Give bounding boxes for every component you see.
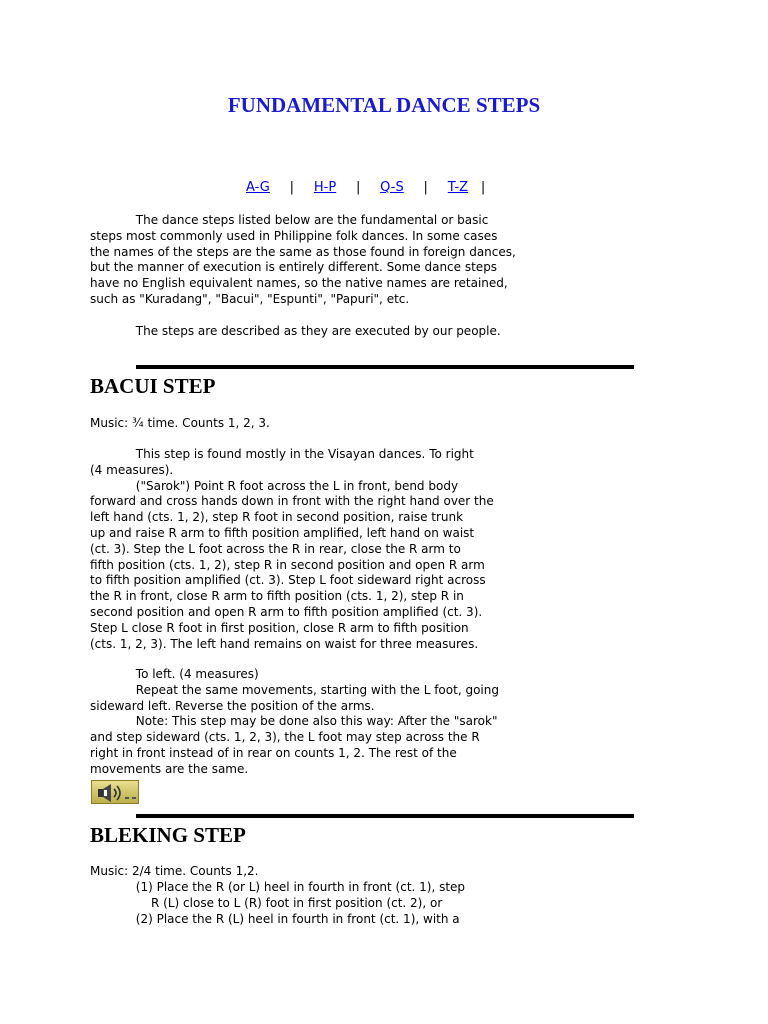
speaker-icon — [92, 781, 140, 805]
page-title: FUNDAMENTAL DANCE STEPS — [227, 93, 541, 117]
audio-play-button[interactable] — [91, 780, 139, 804]
nav-link-t-z[interactable]: T-Z — [447, 180, 469, 195]
section-heading-bacui: BACUI STEP — [90, 374, 216, 398]
nav-separator: | — [355, 180, 361, 195]
section-divider — [136, 365, 634, 369]
section-divider — [136, 814, 634, 818]
bacui-music: Music: ¾ time. Counts 1, 2, 3. — [90, 416, 270, 430]
nav-link-q-s[interactable]: Q-S — [380, 180, 404, 195]
nav-link-a-g[interactable]: A-G — [246, 180, 270, 195]
bacui-body: This step is found mostly in the Visayan dances. To right (4 measures). ("Sarok") Point R foot across the L in front, bend body forward and cross hands down in front with the right hand over the left hand (cts. 1, 2), step R foot in second position, raise trunk up and raise R arm to fifth position amplified, left hand on waist (ct. 3). Step the L foot across the R in rear, close the R arm to fifth position (cts. 1, 2), step R in second position and open R arm to fifth position amplified (ct. 3). Step L foot sideward right across the R in front, close R arm to fifth position (cts. 1, 2), step R in second position and open R arm to fifth position amplified (ct. 3). Step L close R foot in first position, close R arm to fifth position (cts. 1, 2, 3). The left hand remains on waist for three measures. — [90, 447, 494, 651]
alphabet-nav — [246, 180, 498, 195]
nav-separator: | — [423, 180, 428, 195]
bleking-music: Music: 2/4 time. Counts 1,2. — [90, 864, 259, 878]
section-heading-bleking: BLEKING STEP — [90, 823, 246, 847]
intro-note: The steps are described as they are executed by our people. — [90, 324, 501, 338]
bleking-body: (1) Place the R (or L) heel in fourth in front (ct. 1), step R (L) close to L (R) foot in first position (ct. 2), or (2) Place the R (L) heel in fourth in front (ct. 1), with a — [135, 880, 466, 926]
bacui-body-left: To left. (4 measures) Repeat the same movements, starting with the L foot, going sideward left. Reverse the position of the arms. Note: This step may be done also this way: After the "sarok" and step sideward (cts. 1, 2, 3), the L foot may step across the R right in front instead of in rear on counts 1, 2. The rest of the movements are the same. — [90, 667, 499, 776]
nav-link-h-p[interactable]: H-P — [313, 180, 337, 195]
nav-separator: | — [480, 180, 486, 195]
intro-paragraph: The dance steps listed below are the fundamental or basic steps most commonly used in Philippine folk dances. In some cases the names of the steps are the same as those found in foreign dances, but the manner of execution is entirely different. Some dance steps have no English equivalent names, so the native names are retained, such as "Kuradang", "Bacui", "Espunti", "Papuri", etc. — [90, 213, 516, 306]
nav-separator: | — [289, 180, 295, 195]
